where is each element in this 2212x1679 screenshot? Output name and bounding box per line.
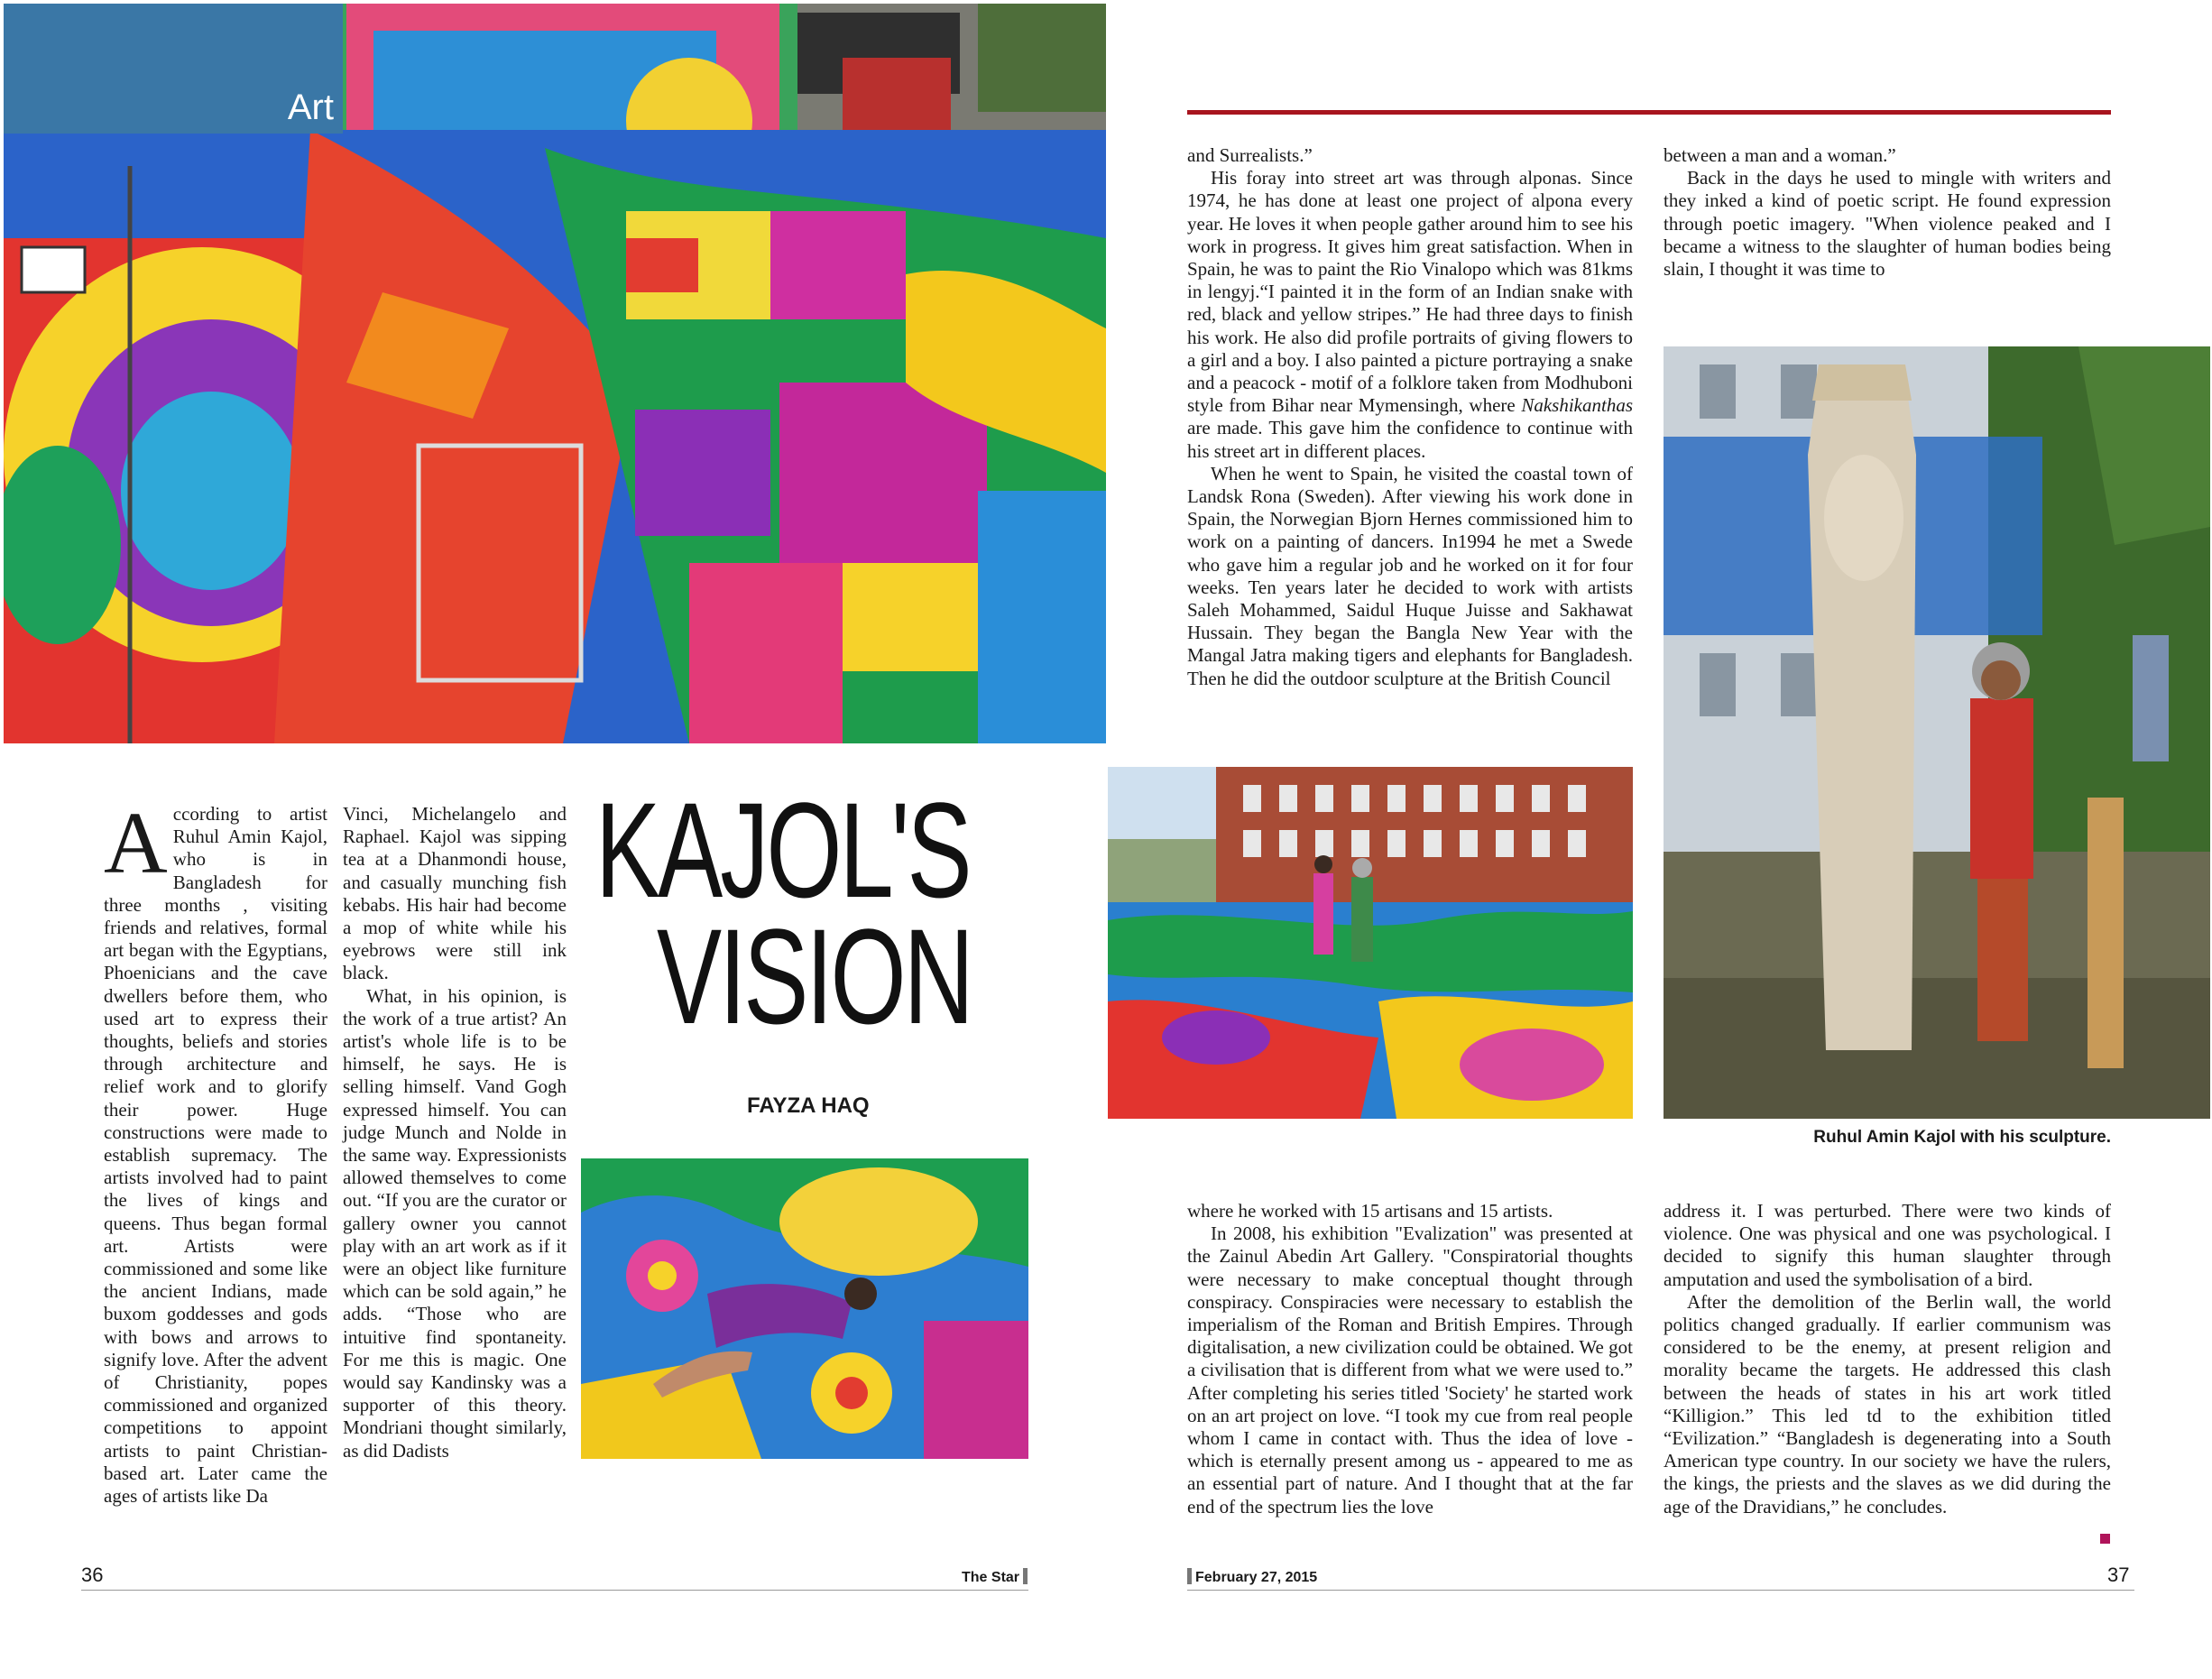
- end-of-article-mark: [2100, 1534, 2110, 1544]
- col3-italic-term: Nakshikanthas: [1521, 394, 1633, 417]
- col3-paragraph-2-end: are made. This gave him the confidence to continue with his street art in different places.: [1187, 417, 1633, 462]
- article-column-1: [104, 795, 327, 1508]
- col3-paragraph-2: [1187, 167, 1633, 463]
- headline-line-1: KAJOL'S: [595, 774, 970, 926]
- col4b-paragraph-1: address it. I was perturbed. There were two kinds of violence. One was physical and one was psychological. I decided to signify this human slaughter through amputation and used the symbolisation of a bird.: [1664, 1200, 2111, 1290]
- left-footer-rule: [81, 1590, 1028, 1591]
- article-column-4-bottom: [1664, 1200, 2111, 1518]
- issue-date: [1187, 1568, 1317, 1586]
- publication-name: [962, 1568, 1028, 1586]
- col4b-paragraph-2: After the demolition of the Berlin wall, the world politics changed gradually. If earlier communism was considered to be the enemy, at present religion and morality became the targets. He addressed this clash between the heads of states in his art work titled “Killigion.” This led td to the exhibition titled “Evilization.” “Bangladesh is degenerating into a South American type country. In our society we have the rulers, the kings, the priests and the slaves as we did during the age of the Dravidians,” he concludes.: [1664, 1290, 2111, 1518]
- col1-text: ccording to artist Ruhul Amin Kajol, who is in Bangladesh for three months , visiting friends and relatives, formal art began with the Egyptians, Phoenicians and the cave dwellers before them, who used art to express their thoughts, beliefs and stories through architecture and relief work and to glorify their power. Huge constructions were made to establish supremacy. The artists involved had to paint the lives of kings and queens. Thus began formal art. Artists were commissioned and some like the ancient Indians, made buxom goddesses and gods with bows and arrows to signify love. After the advent of Christianity, popes commissioned and organized competitions to appoint artists to paint Christian-based art. Later came the ages of artists like Da: [104, 803, 327, 1508]
- col4-paragraph-2: Back in the days he used to mingle with writers and they inked a kind of poetic script. He found expression through poetic imagery. "When violence peaked and I became a witness to the slaughter of human bodies being slain, I thought it was time to: [1664, 167, 2111, 281]
- publication-name-text: The Star: [962, 1570, 1020, 1585]
- article-column-4-top: [1664, 144, 2111, 281]
- col4-paragraph-1: between a man and a woman.”: [1664, 144, 1896, 166]
- drop-cap: A: [104, 795, 168, 892]
- issue-date-text: February 27, 2015: [1195, 1570, 1318, 1585]
- right-page-number: 37: [2107, 1564, 2130, 1586]
- byline: FAYZA HAQ: [747, 1093, 870, 1118]
- col3b-paragraph-2: In 2008, his exhibition "Evalization" was presented at the Zainul Abedin Art Gallery. "Conspiratorial thoughts were necessary to make conceptual thought through conspiracy. Conspiracies were necessary to establish the imperialism of the Roman and British Empires. Through digitalisation, a new civilization could be obtained. We got a civilisation that is different from what we were used to.” After completing his series titled 'Society' he started work on an art project on love. “I took my cue from real people whom I came in contact with. Thus the idea of love - which is eternally present among us - appeared to me as an essential part of nature. And I thought that at the far end of the spectrum lies the love: [1187, 1222, 1633, 1518]
- col2-paragraph-1: Vinci, Michelangelo and Raphael. Kajol was sipping tea at a Dhanmondi house, and casually munching fish kebabs. His hair had become a mop of white while his eyebrows were still ink black.: [343, 803, 567, 984]
- artist-with-sculpture-photo: [1664, 346, 2210, 1119]
- col3b-paragraph-1: where he worked with 15 artisans and 15 artists.: [1187, 1200, 1553, 1222]
- col2-paragraph-2: What, in his opinion, is the work of a true artist? An artist's whole life is to be himself, he says. He is selling himself. Vand Gogh expressed himself. You can judge Munch and Nolde in the same way. Expressionists allowed themselves to come out. “If you are the curator or gallery owner you cannot play with an art work as if it were an object like furniture which can be sold again,” he adds. “Those who are intuitive find spontaneity. For me this is magic. One would say Kandinsky was a supporter of this theory. Mondriani thought similarly, as did Dadists: [343, 984, 567, 1462]
- photo-caption: Ruhul Amin Kajol with his sculpture.: [1813, 1128, 2111, 1147]
- left-page-number: 36: [81, 1564, 104, 1586]
- headline: [595, 774, 1037, 1052]
- article-column-2: [343, 803, 567, 1462]
- top-red-rule: [1187, 110, 2111, 115]
- article-column-3-bottom: [1187, 1200, 1633, 1518]
- col3-paragraph-2-text: His foray into street art was through alponas. Since 1974, he has done at least one project of alpona every year. He loves it when people gather around him to see his work in progress. It gives him great satisfaction. When in Spain, he was to paint the Rio Vinalopo which was 81kms in lengyj.“I painted it in the form of an Indian snake with red, black and yellow stripes.” He had three days to finish his work. He also did profile portraits of giving flowers to a girl and a boy. I also painted a picture portraying a snake and a peacock - motif of a folklore taken from Modhuboni style from Bihar near Mymensingh, where: [1187, 167, 1633, 417]
- section-label: Art: [287, 88, 334, 127]
- couple-on-street-art-photo: [1108, 767, 1633, 1119]
- article-column-3-top: [1187, 144, 1633, 690]
- section-label-box: [4, 4, 343, 134]
- right-footer-rule: [1187, 1590, 2134, 1591]
- col3-paragraph-3: When he went to Spain, he visited the coastal town of Landsk Rona (Sweden). After viewing his work done in Spain, the Norwegian Bjorn Hernes commissioned him to work on a painting of dancers. In1994 he met a Swede who gave him a regular job and he worked on it for four weeks. Ten years later he decided to work with artists Saleh Mohammed, Saidul Huque Juisse and Sakhawat Hussain. They began the Bangla New Year with the Mangal Jatra making tigers and elephants for Bangladesh. Then he did the outdoor sculpture at the British Council: [1187, 462, 1633, 689]
- woman-on-painting-photo: [581, 1158, 1028, 1459]
- col3-paragraph-1: and Surrealists.”: [1187, 144, 1313, 166]
- headline-line-2: VISION: [657, 900, 972, 1052]
